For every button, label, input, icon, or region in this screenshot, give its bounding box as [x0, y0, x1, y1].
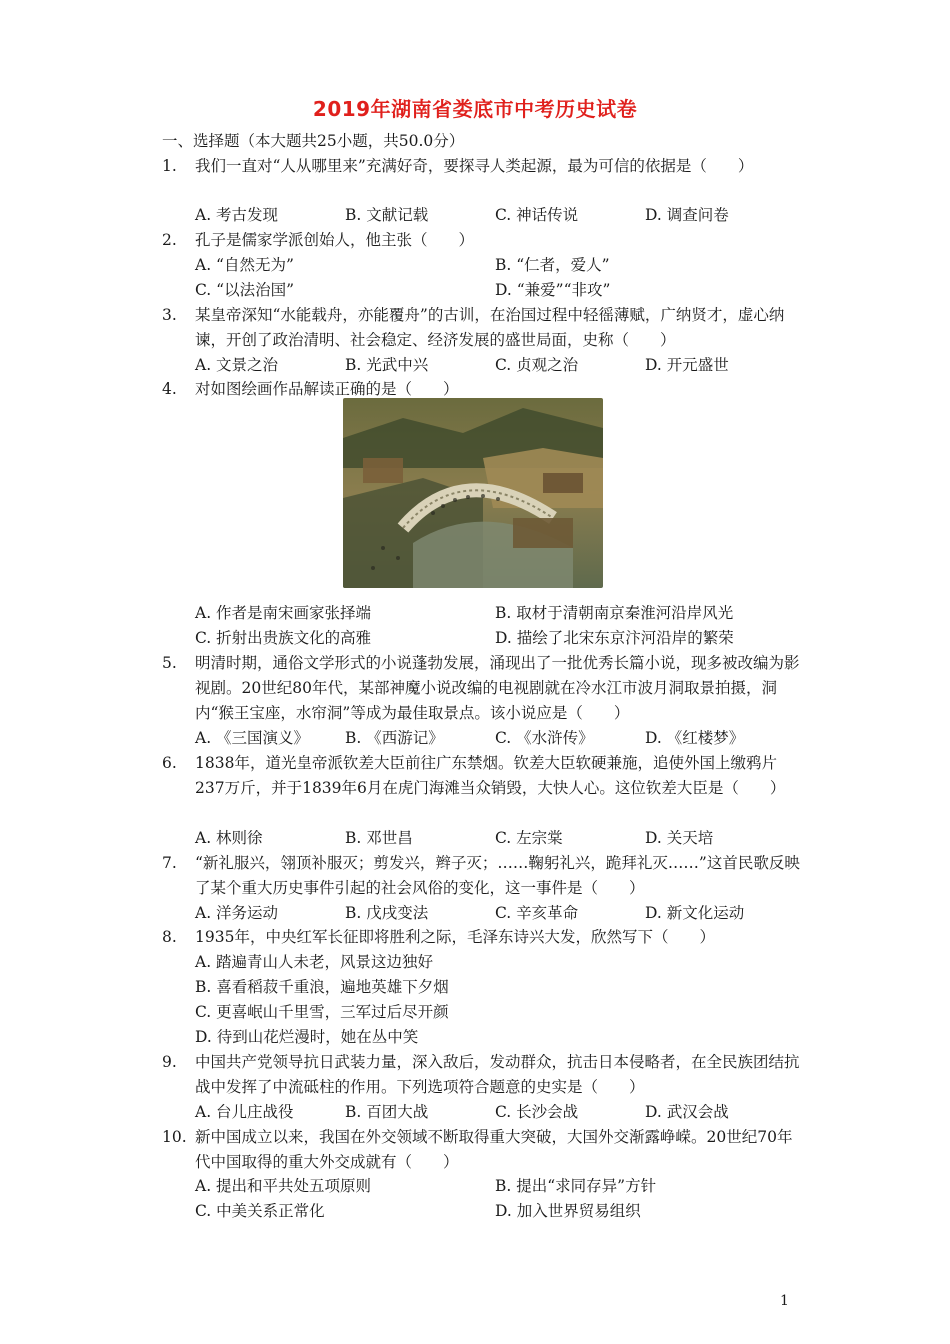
- option-c[interactable]: C. 中美关系正常化: [195, 1202, 325, 1220]
- option-b[interactable]: B. 邓世昌: [345, 829, 413, 847]
- option-c[interactable]: C. 更喜岷山千里雪，三军过后尽开颜: [195, 1003, 449, 1021]
- question-8: [162, 925, 802, 950]
- question-1: [162, 154, 802, 179]
- question-number: 3.: [162, 306, 177, 324]
- option-b[interactable]: B. 提出“求同存异”方针: [495, 1177, 657, 1195]
- option-b[interactable]: B. 光武中兴: [345, 356, 429, 374]
- question-number: 4.: [162, 380, 177, 398]
- option-c[interactable]: C. 折射出贵族文化的高雅: [195, 629, 372, 647]
- question-stem: 孔子是儒家学派创始人，他主张（ ）: [195, 231, 475, 249]
- option-a[interactable]: A. 《三国演义》: [195, 729, 310, 747]
- section-heading: 一、选择题（本大题共25小题，共50.0分）: [162, 132, 465, 150]
- page-number: 1: [780, 1293, 789, 1309]
- option-c[interactable]: C. 神话传说: [495, 206, 579, 224]
- option-a[interactable]: A. 台儿庄战役: [195, 1103, 294, 1121]
- question-stem: “新礼服兴，翎顶补服灭；剪发兴，辫子灭；……鞠躬礼兴，跪拜礼灭……”这首民歌反映了某个重大历史事件引起的社会风俗的变化，这一事件是（ ）: [195, 854, 800, 897]
- question-6: [162, 751, 802, 801]
- option-d[interactable]: D. 《红楼梦》: [645, 729, 745, 747]
- option-c[interactable]: C. 《水浒传》: [495, 729, 594, 747]
- option-b[interactable]: B. 喜看稻菽千重浪，遍地英雄下夕烟: [195, 978, 449, 996]
- question-stem: 我们一直对“人从哪里来”充满好奇，要探寻人类起源，最为可信的依据是（ ）: [195, 157, 754, 175]
- question-stem: 中国共产党领导抗日武装力量，深入敌后，发动群众，抗击日本侵略者，在全民族团结抗战中发挥了中流砥柱的作用。下列选项符合题意的史实是（ ）: [195, 1053, 800, 1096]
- question-stem: 明清时期，通俗文学形式的小说蓬勃发展，涌现出了一批优秀长篇小说，现多被改编为影视剧。20世纪80年代，某部神魔小说改编的电视剧就在冷水江市波月洞取景拍摄，洞内“猴王宝座，水帘洞”等成为最佳取景点。该小说应是（ ）: [195, 654, 800, 722]
- question-5: [162, 651, 802, 726]
- option-c[interactable]: C. “以法治国”: [195, 281, 295, 299]
- option-d[interactable]: D. 开元盛世: [645, 356, 729, 374]
- option-b[interactable]: B. 《西游记》: [345, 729, 444, 747]
- question-number: 8.: [162, 928, 177, 946]
- question-number: 10.: [162, 1128, 187, 1146]
- option-d[interactable]: D. 加入世界贸易组织: [495, 1202, 641, 1220]
- option-a[interactable]: A. 文景之治: [195, 356, 279, 374]
- option-a[interactable]: A. 洋务运动: [195, 904, 279, 922]
- option-c[interactable]: C. 左宗棠: [495, 829, 563, 847]
- question-2: [162, 228, 802, 253]
- question-stem: 对如图绘画作品解读正确的是（ ）: [195, 380, 459, 398]
- option-d[interactable]: D. 调查问卷: [645, 206, 729, 224]
- option-b[interactable]: B. 戊戌变法: [345, 904, 429, 922]
- question-number: 9.: [162, 1053, 177, 1071]
- question-10: [162, 1125, 802, 1175]
- option-c[interactable]: C. 长沙会战: [495, 1103, 579, 1121]
- option-d[interactable]: D. 武汉会战: [645, 1103, 729, 1121]
- question-3: [162, 303, 802, 353]
- option-a[interactable]: A. 林则徐: [195, 829, 263, 847]
- option-a[interactable]: A. 作者是南宋画家张择端: [195, 604, 372, 622]
- question-number: 5.: [162, 654, 177, 672]
- question-number: 2.: [162, 231, 177, 249]
- option-a[interactable]: A. 考古发现: [195, 206, 279, 224]
- question-number: 1.: [162, 157, 177, 175]
- question-7: [162, 851, 802, 901]
- question-stem: 某皇帝深知“水能载舟，亦能覆舟”的古训，在治国过程中轻徭薄赋，广纳贤才，虚心纳谏，开创了政治清明、社会稳定、经济发展的盛世局面，史称（ ）: [195, 306, 785, 349]
- option-d[interactable]: D. 关天培: [645, 829, 714, 847]
- painting-image: [343, 398, 603, 588]
- option-a[interactable]: A. “自然无为”: [195, 256, 294, 274]
- page-title: 2019年湖南省娄底市中考历史试卷: [312, 97, 638, 121]
- option-c[interactable]: C. 贞观之治: [495, 356, 579, 374]
- option-d[interactable]: D. 新文化运动: [645, 904, 745, 922]
- option-b[interactable]: B. 取材于清朝南京秦淮河沿岸风光: [495, 604, 734, 622]
- option-b[interactable]: B. 文献记载: [345, 206, 429, 224]
- question-number: 7.: [162, 854, 177, 872]
- question-number: 6.: [162, 754, 177, 772]
- question-stem: 1838年，道光皇帝派钦差大臣前往广东禁烟。钦差大臣软硬兼施，追使外国上缴鸦片237万斤，并于1839年6月在虎门海滩当众销毁，大快人心。这位钦差大臣是（ ）: [195, 754, 786, 797]
- option-a[interactable]: A. 踏遍青山人未老，风景这边独好: [195, 953, 434, 971]
- option-d[interactable]: D. “兼爱”“非攻”: [495, 281, 611, 299]
- option-d[interactable]: D. 待到山花烂漫时，她在丛中笑: [195, 1028, 419, 1046]
- option-a[interactable]: A. 提出和平共处五项原则: [195, 1177, 372, 1195]
- question-stem: 新中国成立以来，我国在外交领域不断取得重大突破，大国外交渐露峥嵘。20世纪70年代中国取得的重大外交成就有（ ）: [195, 1128, 793, 1171]
- question-9: [162, 1050, 802, 1100]
- option-b[interactable]: B. “仁者，爱人”: [495, 256, 610, 274]
- question-stem: 1935年，中央红军长征即将胜利之际，毛泽东诗兴大发，欣然写下（ ）: [195, 928, 715, 946]
- option-c[interactable]: C. 辛亥革命: [495, 904, 579, 922]
- option-b[interactable]: B. 百团大战: [345, 1103, 429, 1121]
- option-d[interactable]: D. 描绘了北宋东京汴河沿岸的繁荣: [495, 629, 734, 647]
